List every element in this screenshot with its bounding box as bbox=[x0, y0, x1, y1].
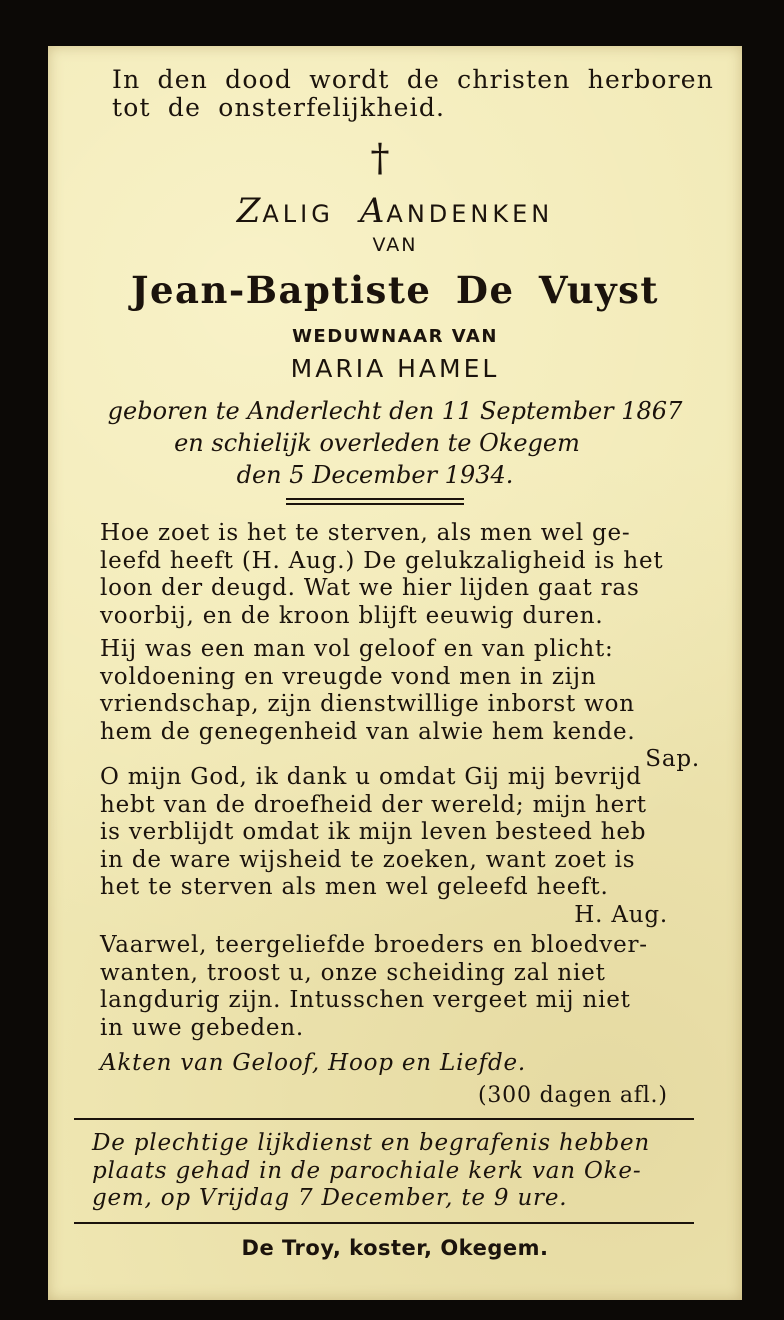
text-line: voldoening en vreugde vond men in zijn bbox=[100, 663, 597, 690]
divider bbox=[74, 1222, 694, 1224]
paragraph-4 bbox=[100, 932, 720, 1042]
divider bbox=[74, 1118, 694, 1120]
text-line: gem, op Vrijdag 7 December, te 9 ure. bbox=[92, 1185, 568, 1212]
heading bbox=[48, 191, 742, 231]
text-line: is verblijdt omdat ik mijn leven besteed heb bbox=[100, 819, 647, 846]
text-line: loon der deugd. Wat we hier lijden gaat ras bbox=[100, 575, 640, 602]
death-date-line: den 5 December 1934. bbox=[236, 461, 514, 489]
cross-icon: † bbox=[370, 136, 390, 180]
heading-initial-2: A bbox=[359, 191, 385, 231]
indulgence-note: (300 dagen afl.) bbox=[478, 1083, 668, 1108]
attribution-sap: Sap. bbox=[645, 746, 700, 773]
attribution-aug: H. Aug. bbox=[574, 901, 668, 928]
funeral-notice bbox=[92, 1130, 732, 1213]
heading-initial-1: Z bbox=[236, 191, 261, 231]
text-line: O mijn God, ik dank u omdat Gij mij bevrijd bbox=[100, 764, 642, 790]
double-divider bbox=[286, 498, 464, 505]
memorial-card bbox=[48, 46, 742, 1300]
text-line: Hij was een man vol geloof en van plicht: bbox=[100, 636, 614, 662]
text-line: hem de genegenheid van alwie hem kende. bbox=[100, 718, 636, 745]
birth-line: geboren te Anderlecht den 11 September 1867 bbox=[107, 397, 683, 425]
text-line: in uwe gebeden. bbox=[100, 1014, 305, 1041]
text-line: vriendschap, zijn dienstwillige inborst won bbox=[100, 691, 635, 718]
text-line: langdurig zijn. Intusschen vergeet mij niet bbox=[100, 987, 631, 1014]
text-line: plaats gehad in de parochiale kerk van Oke- bbox=[92, 1157, 642, 1184]
widower-label: WEDUWNAAR VAN bbox=[292, 326, 498, 347]
printer-credit: De Troy, koster, Okegem. bbox=[241, 1236, 549, 1260]
opening-quote: In den dood wordt de christen herboren tot de onsterfelijkheid. bbox=[112, 65, 715, 122]
text-line: in de ware wijsheid te zoeken, want zoet is bbox=[100, 846, 636, 873]
text-line: wanten, troost u, onze scheiding zal niet bbox=[100, 959, 606, 986]
van-label: VAN bbox=[372, 234, 418, 256]
text-line: Hoe zoet is het te sterven, als men wel ge- bbox=[100, 520, 631, 546]
paragraph-1 bbox=[100, 520, 720, 630]
text-line: voorbij, en de kroon blijft eeuwig duren. bbox=[100, 602, 604, 629]
text-line: het te sterven als men wel geleefd heeft. bbox=[100, 874, 609, 901]
paragraph-3 bbox=[100, 764, 720, 930]
spouse-name: MARIA HAMEL bbox=[290, 354, 500, 383]
acts-line: Akten van Geloof, Hoop en Liefde. bbox=[100, 1050, 527, 1076]
deceased-name: Jean-Baptiste De Vuyst bbox=[130, 268, 660, 312]
heading-word-1: ALIG bbox=[262, 200, 334, 228]
text-line: De plechtige lijkdienst en begrafenis hebben bbox=[92, 1130, 651, 1156]
text-line: leefd heeft (H. Aug.) De gelukzaligheid is het bbox=[100, 547, 664, 574]
paragraph-2 bbox=[100, 636, 720, 774]
heading-word-2: ANDENKEN bbox=[386, 200, 554, 228]
text-line: Vaarwel, teergeliefde broeders en bloedver- bbox=[100, 932, 648, 958]
text-line: hebt van de droefheid der wereld; mijn hert bbox=[100, 791, 647, 818]
death-line: en schielijk overleden te Okegem bbox=[174, 429, 580, 457]
